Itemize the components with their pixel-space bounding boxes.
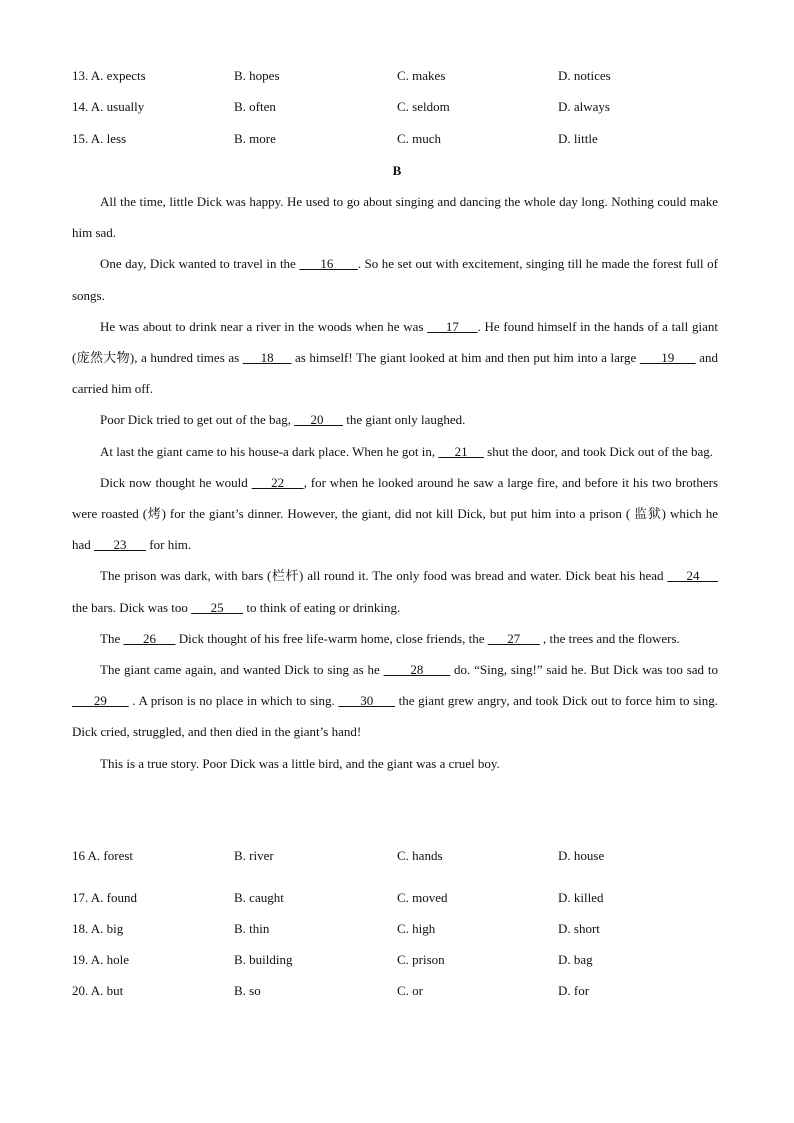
option-row-14	[72, 98, 732, 116]
option-b: B. hopes	[234, 68, 280, 83]
paragraph-text: , for when he looked around he saw a large fire, and before it his two brothers were roasted (烤) for the giant’s dinner. However, the giant, did not kill Dick, but put him into a prison ( 监狱) which he had	[72, 474, 719, 553]
option-a: 15. A. less	[72, 131, 127, 146]
option-d: D. notices	[558, 68, 611, 83]
option-b: B. thin	[234, 921, 270, 936]
paragraph-text: . He found himself in the hands of a tall giant (庞然大物), a hundred times as	[72, 318, 719, 366]
option-c: C. moved	[397, 890, 448, 905]
option-row-20	[72, 982, 732, 1000]
paragraph-7	[72, 560, 718, 622]
blank-24: 24	[667, 568, 719, 584]
option-c: C. makes	[397, 68, 446, 83]
paragraph-text: At last the giant came to his house-a dark place. When he got in,	[100, 443, 439, 459]
paragraph-text: the bars. Dick was too	[72, 599, 192, 615]
reading-passage	[72, 186, 718, 779]
option-c: C. much	[397, 131, 442, 146]
option-c: C. or	[397, 983, 423, 998]
paragraph-6	[72, 467, 718, 561]
paragraph-text: Poor Dick tried to get out of the bag,	[100, 412, 295, 428]
option-a: 14. A. usually	[72, 99, 145, 114]
paragraph-text: This is a true story. Poor Dick was a little bird, and the giant was a cruel boy.	[100, 755, 500, 771]
blank-30: 30	[338, 693, 396, 709]
option-a: 17. A. found	[72, 890, 137, 905]
blank-18: 18	[242, 350, 292, 366]
option-d: D. always	[558, 99, 610, 114]
paragraph-text: Dick now thought he would	[100, 474, 252, 490]
blank-17: 17	[427, 318, 478, 334]
option-a: 20. A. but	[72, 983, 124, 998]
paragraph-4	[72, 404, 718, 435]
option-d: D. killed	[558, 890, 604, 905]
paragraph-text: He was about to drink near a river in the woods when he was	[100, 318, 428, 334]
option-d: D. little	[558, 131, 598, 146]
paragraph-text: . A prison is no place in which to sing.	[128, 693, 339, 709]
paragraph-text: Dick thought of his free life-warm home, close friends, the	[175, 630, 488, 646]
option-row-17	[72, 889, 732, 907]
paragraph-1	[72, 186, 718, 248]
paragraph-text: , the trees and the flowers.	[539, 630, 680, 646]
paragraph-text: The giant came again, and wanted Dick to sing as he	[100, 662, 384, 678]
option-a: 19. A. hole	[72, 952, 130, 967]
paragraph-text: to think of eating or drinking.	[243, 599, 401, 615]
blank-29: 29	[72, 693, 129, 709]
blank-20: 20	[294, 412, 343, 428]
paragraph-9	[72, 654, 718, 748]
blank-19: 19	[639, 350, 696, 366]
option-c: C. seldom	[397, 99, 450, 114]
paragraph-text: for him.	[146, 537, 192, 553]
option-b: B. so	[234, 983, 261, 998]
paragraph-text: shut the door, and took Dick out of the bag.	[483, 443, 713, 459]
paragraph-text: All the time, little Dick was happy. He used to go about singing and dancing the whole day long. Nothing could make him sad.	[72, 194, 718, 241]
blank-16: 16	[299, 256, 358, 272]
paragraph-text: One day, Dick wanted to travel in the	[100, 256, 300, 272]
blank-22: 22	[251, 474, 304, 490]
option-b: B. more	[234, 131, 276, 146]
section-heading: B	[392, 163, 402, 178]
option-d: D. for	[558, 983, 590, 998]
paragraph-text: The	[100, 630, 124, 646]
option-d: D. bag	[558, 952, 593, 967]
option-c: C. high	[397, 921, 436, 936]
blank-28: 28	[383, 662, 451, 678]
option-a: 13. A. expects	[72, 68, 146, 83]
paragraph-text: the giant only laughed.	[343, 412, 466, 428]
option-row-15	[72, 130, 732, 148]
paragraph-text: do. “Sing, sing!” said he. But Dick was too sad to	[450, 662, 718, 678]
option-row-13	[72, 67, 732, 85]
paragraph-3	[72, 311, 718, 405]
option-b: B. often	[234, 99, 276, 114]
option-a: 18. A. big	[72, 921, 124, 936]
option-d: D. short	[558, 921, 600, 936]
blank-26: 26	[123, 630, 176, 646]
blank-21: 21	[438, 443, 484, 459]
paragraph-text: and carried him off.	[72, 350, 718, 397]
paragraph-text: as himself! The giant looked at him and then put him into a large	[291, 350, 640, 366]
blank-27: 27	[487, 630, 540, 646]
paragraph-text: . So he set out with excitement, singing till he made the forest full of songs.	[72, 256, 718, 303]
option-d: D. house	[558, 848, 605, 863]
blank-23: 23	[94, 537, 147, 553]
option-b: B. river	[234, 848, 274, 863]
paragraph-10	[72, 748, 718, 779]
option-row-19	[72, 951, 732, 969]
paragraph-5	[72, 436, 718, 467]
paragraph-2	[72, 248, 718, 310]
paragraph-text: The prison was dark, with bars (栏杆) all round it. The only food was bread and water. Dick beat his head	[100, 568, 668, 584]
option-b: B. caught	[234, 890, 284, 905]
option-row-16	[72, 847, 732, 865]
paragraph-text: the giant grew angry, and took Dick out to force him to sing. Dick cried, struggled, and then died in the giant’s hand!	[72, 693, 719, 740]
option-a: 16 A. forest	[72, 848, 134, 863]
paragraph-8	[72, 623, 718, 654]
option-c: C. prison	[397, 952, 445, 967]
option-row-18	[72, 920, 732, 938]
blank-25: 25	[191, 599, 244, 615]
option-c: C. hands	[397, 848, 443, 863]
option-b: B. building	[234, 952, 293, 967]
